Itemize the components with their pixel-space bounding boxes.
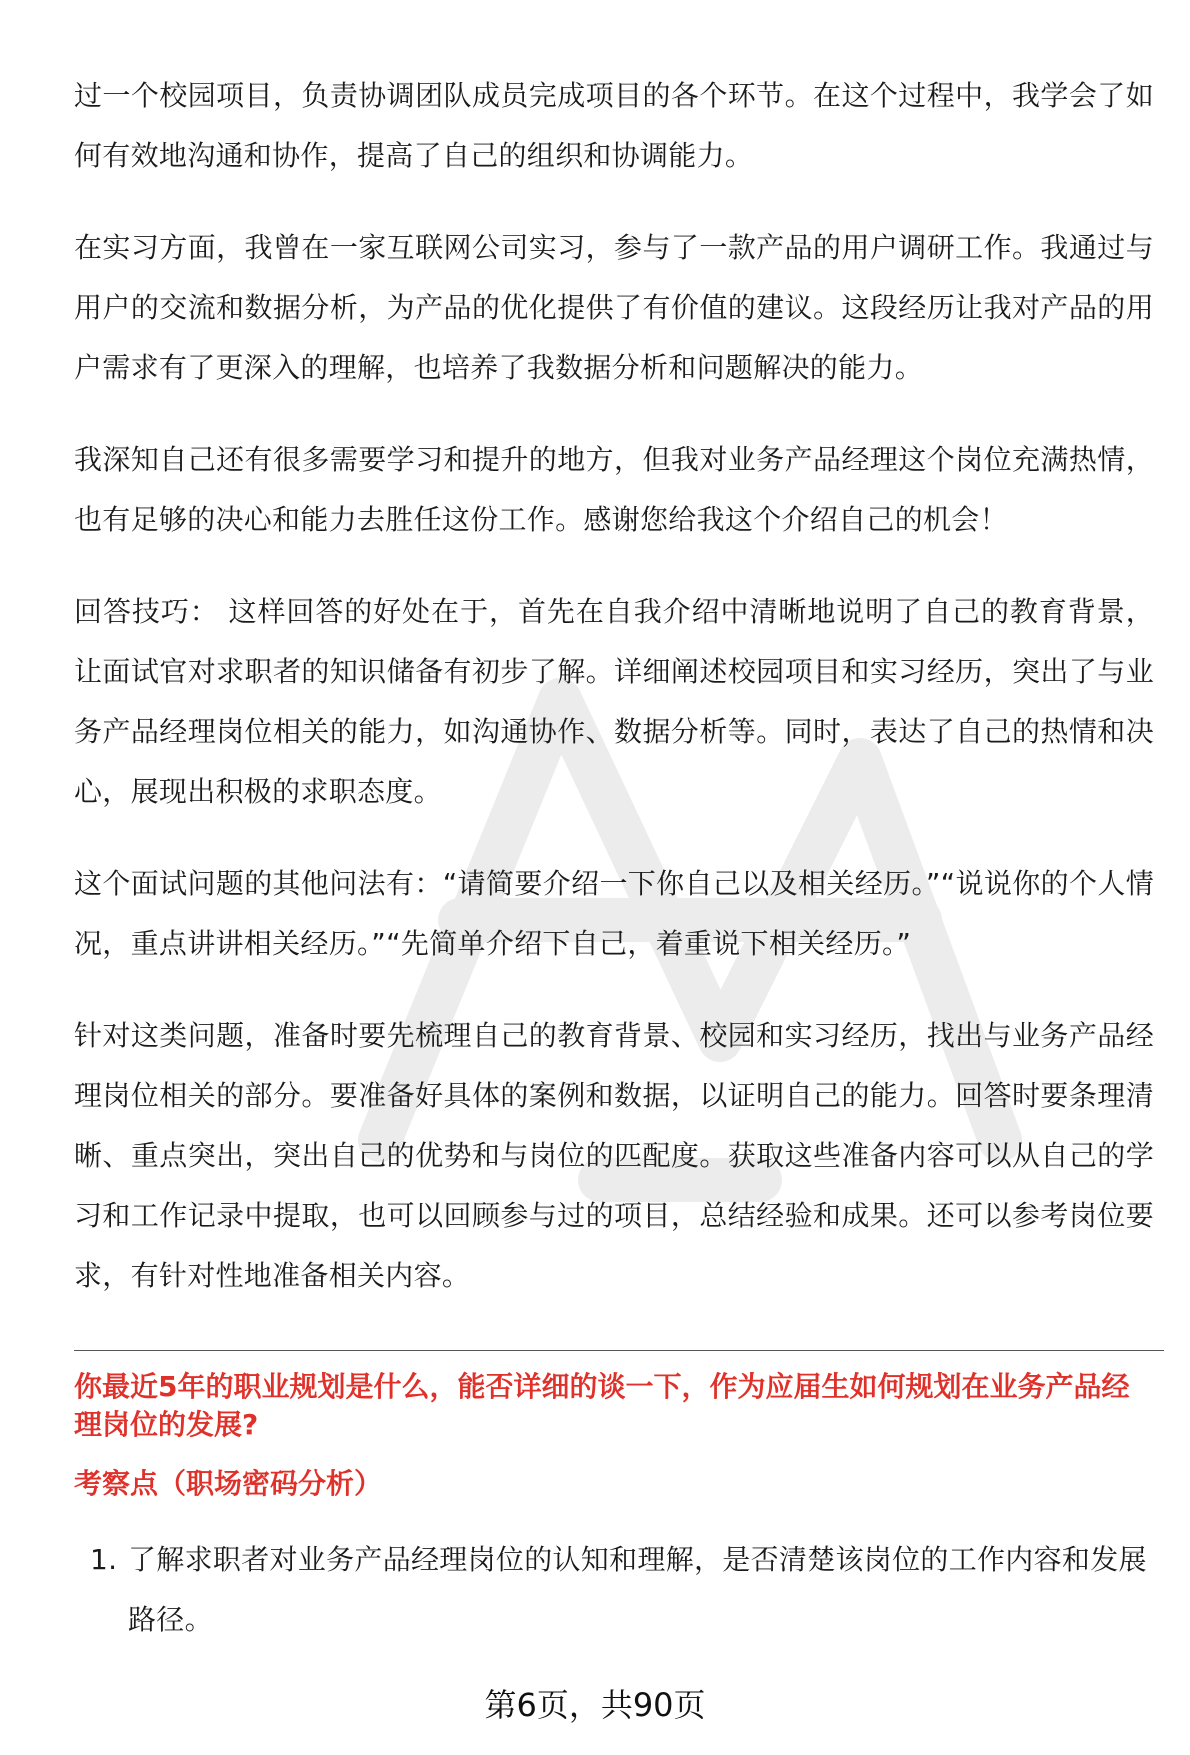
paragraph-internship: 在实习方面，我曾在一家互联网公司实习，参与了一款产品的用户调研工作。我通过与用户的交流和数据分析，为产品的优化提供了有价值的建议。这段经历让我对产品的用户需求有了更深入的理解，也培养了我数据分析和问题解决的能力。 [74,231,1154,384]
section-divider [74,1350,1164,1351]
paragraph-preparation-advice: 针对这类问题，准备时要先梳理自己的教育背景、校园和实习经历，找出与业务产品经理岗位相关的部分。要准备好具体的案例和数据，以证明自己的能力。回答时要条理清晰、重点突出，突出自己的优势和与岗位的匹配度。获取这些准备内容可以从自己的学习和工作记录中提取，也可以回顾参与过的项目，总结经验和成果。还可以参考岗位要求，有针对性地准备相关内容。 [74,1019,1154,1292]
list-item [74,1530,1164,1650]
paragraph-closing: 我深知自己还有很多需要学习和提升的地方，但我对业务产品经理这个岗位充满热情，也有足够的决心和能力去胜任这份工作。感谢您给我这个介绍自己的机会！ [74,443,1154,536]
paragraph-campus-project: 过一个校园项目，负责协调团队成员完成项目的各个环节。在这个过程中，我学会了如何有效地沟通和协作，提高了自己的组织和协调能力。 [74,79,1154,172]
paragraph-answer-tips: 回答技巧： 这样回答的好处在于，首先在自我介绍中清晰地说明了自己的教育背景，让面试官对求职者的知识储备有初步了解。详细阐述校园项目和实习经历，突出了与业务产品经理岗位相关的能力，如沟通协作、数据分析等。同时，表达了自己的热情和决心，展现出积极的求职态度。 [74,595,1154,808]
assessment-subheading: 考察点（职场密码分析） [74,1467,383,1500]
list-item-number: 1. [90,1543,118,1576]
page-number-footer: 第6页，共90页 [484,1686,706,1724]
assessment-points-list [74,1530,1164,1650]
list-item-text: 了解求职者对业务产品经理岗位的认知和理解，是否清楚该岗位的工作内容和发展路径。 [128,1543,1147,1636]
body-text [74,66,1154,1338]
paragraph-alternate-questions: 这个面试问题的其他问法有：“请简要介绍一下你自己以及相关经历。”“说说你的个人情况，重点讲讲相关经历。”“先简单介绍下自己，着重说下相关经历。” [74,867,1154,960]
question-heading: 你最近5年的职业规划是什么，能否详细的谈一下，作为应届生如何规划在业务产品经理岗位的发展? [74,1370,1130,1441]
